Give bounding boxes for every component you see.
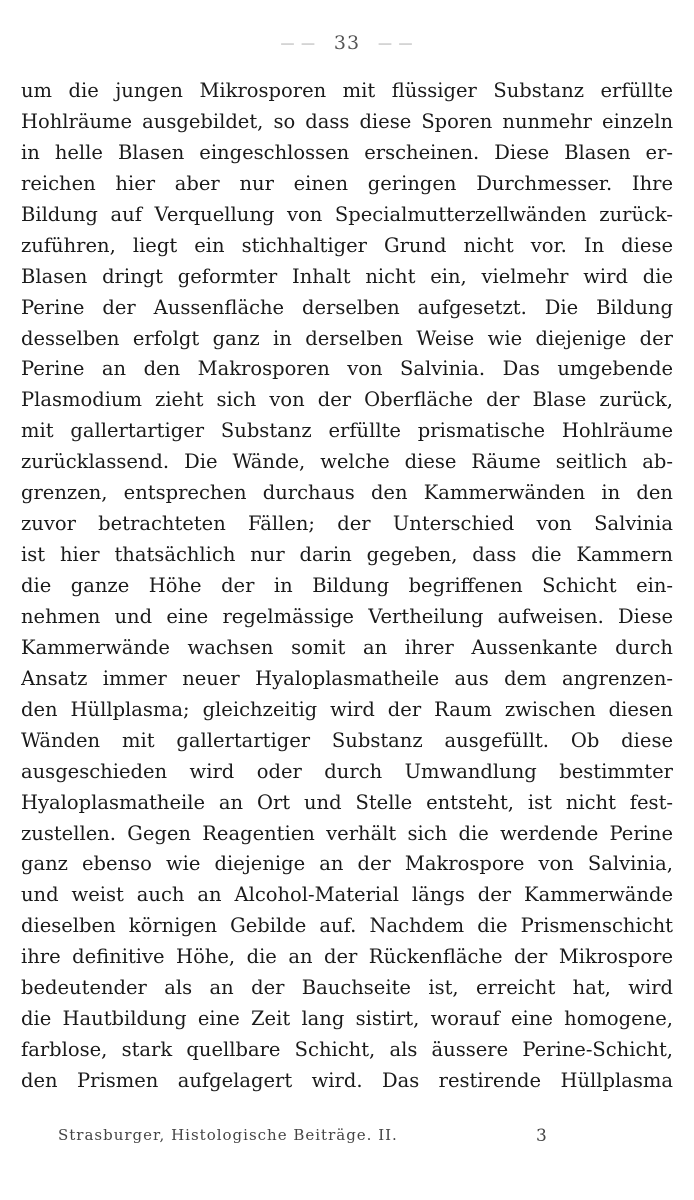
text-line: zuvor betrachteten Fällen; der Unterschied von Salvinia	[21, 512, 673, 536]
text-line: und weist auch an Alcohol-Material längs der Kammerwände	[21, 883, 673, 907]
text-line: dieselben körnigen Gebilde auf. Nachdem die Prismenschicht	[21, 914, 673, 938]
text-line: den Prismen aufgelagert wird. Das restirende Hüllplasma	[21, 1069, 673, 1092]
text-line: bedeutender als an der Bauchseite ist, erreicht hat, wird	[21, 976, 673, 1000]
text-line: Perine der Aussenfläche derselben aufgesetzt. Die Bildung	[21, 295, 673, 319]
text-line: Wänden mit gallertartiger Substanz ausgefüllt. Ob diese	[21, 728, 673, 752]
text-line: den Hüllplasma; gleichzeitig wird der Raum zwischen diesen	[21, 697, 673, 721]
body-text	[21, 76, 673, 1097]
text-line: zurücklassend. Die Wände, welche diese Räume seitlich ab-	[21, 450, 673, 474]
text-line: desselben erfolgt ganz in derselben Weise wie diejenige der	[21, 326, 673, 350]
header-dash-right: — —	[367, 36, 414, 52]
text-line: Blasen dringt geformter Inhalt nicht ein, vielmehr wird die	[21, 264, 673, 288]
text-line: ist hier thatsächlich nur darin gegeben, dass die Kammern	[21, 543, 673, 567]
text-line: reichen hier aber nur einen geringen Durchmesser. Ihre	[21, 171, 673, 195]
text-line: Plasmodium zieht sich von der Oberfläche der Blase zurück,	[21, 388, 673, 412]
text-line: die ganze Höhe der in Bildung begriffenen Schicht ein-	[21, 574, 673, 597]
signature-number: 3	[536, 1126, 548, 1146]
text-line: farblose, stark quellbare Schicht, als äussere Perine-Schicht,	[21, 1038, 673, 1062]
text-line: mit gallertartiger Substanz erfüllte prismatische Hohlräume	[21, 419, 673, 443]
page-number: 33	[333, 32, 361, 54]
text-line: grenzen, entsprechen durchaus den Kammerwänden in den	[21, 481, 673, 505]
text-line: in helle Blasen eingeschlossen erscheinen. Diese Blasen er-	[21, 140, 673, 164]
text-line: ihre definitive Höhe, die an der Rückenfläche der Mikrospore	[21, 945, 673, 969]
text-line: Kammerwände wachsen somit an ihrer Aussenkante durch	[21, 635, 673, 659]
running-head	[0, 32, 694, 54]
text-line: die Hautbildung eine Zeit lang sistirt, worauf eine homogene,	[21, 1007, 673, 1031]
text-line: Perine an den Makrosporen von Salvinia. Das umgebende	[21, 357, 673, 381]
text-line: um die jungen Mikrosporen mit flüssiger Substanz erfüllte	[21, 79, 673, 102]
text-line: zuführen, liegt ein stichhaltiger Grund nicht vor. In diese	[21, 233, 673, 257]
text-line: Hohlräume ausgebildet, so dass diese Sporen nunmehr einzeln	[21, 109, 673, 133]
text-line: Ansatz immer neuer Hyaloplasmatheile aus dem angrenzen-	[21, 666, 673, 690]
header-dash-left: — —	[280, 36, 327, 52]
text-line: zustellen. Gegen Reagentien verhält sich die werdende Perine	[21, 821, 673, 845]
text-line: Hyaloplasmatheile an Ort und Stelle entsteht, ist nicht fest-	[21, 790, 673, 814]
printer-signature: Strasburger, Histologische Beiträge. II.	[58, 1126, 398, 1144]
text-line: nehmen und eine regelmässige Vertheilung aufweisen. Diese	[21, 604, 673, 628]
text-line: Bildung auf Verquellung von Specialmutterzellwänden zurück-	[21, 202, 673, 226]
text-line: ganz ebenso wie diejenige an der Makrospore von Salvinia,	[21, 852, 673, 876]
text-line: ausgeschieden wird oder durch Umwandlung bestimmter	[21, 759, 673, 783]
